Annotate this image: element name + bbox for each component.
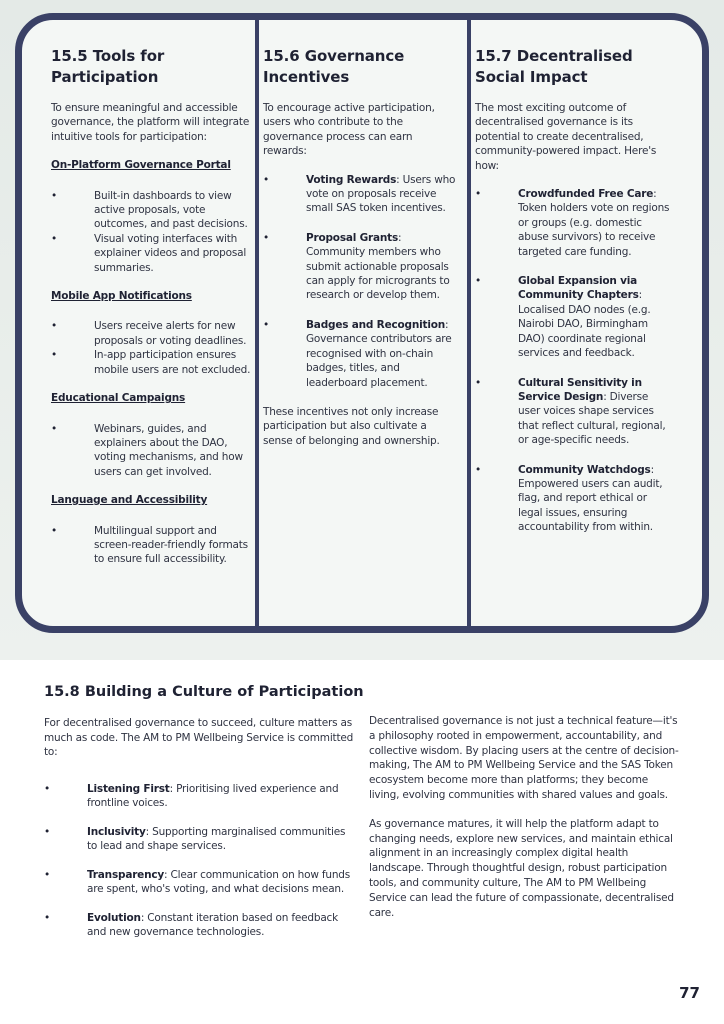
section-intro: To ensure meaningful and accessible governance, the platform will integrate intuitive tools for participation:: [51, 102, 250, 143]
item-text: : Clear communication on how funds are spent, who's voting, and what decisions mean.: [87, 868, 351, 895]
item-text: : Prioritising lived experience and frontline voices.: [87, 782, 339, 809]
section-title: 15.7 Decentralised Social Impact: [475, 47, 633, 86]
list-item: [475, 274, 671, 360]
subheading: On-Platform Governance Portal: [51, 159, 231, 172]
list-item: [44, 911, 354, 940]
item-label: Community Watchdogs: [518, 463, 651, 476]
list-item: • Visual voting interfaces with explainer videos and proposal summaries.: [51, 232, 251, 275]
section-intro: For decentralised governance to succeed, culture matters as much as code. The AM to PM Wellbeing Service is committed to:: [44, 717, 354, 758]
item-label: Cultural Sensitivity in Service Design: [518, 376, 642, 403]
item-label: Evolution: [87, 911, 141, 924]
section-intro: The most exciting outcome of decentralised governance is its potential to create decentralised, community-powered impact. Here's how:: [475, 102, 657, 172]
item-text: : Empowered users can audit, flag, and report ethical or legal issues, ensuring accountability from within.: [518, 463, 663, 534]
section-outro: These incentives not only increase participation but also cultivate a sense of belonging and ownership.: [263, 405, 440, 447]
list-item: • Users receive alerts for new proposals or voting deadlines.: [51, 319, 251, 348]
item-text: : Localised DAO nodes (e.g. Nairobi DAO, Birmingham DAO) coordinate regional services and feedback.: [518, 289, 651, 360]
column-divider: [467, 20, 471, 626]
list-item: • In-app participation ensures mobile users are not excluded.: [51, 348, 251, 377]
section-title: 15.5 Tools for Participation: [51, 47, 165, 86]
item-text: : Token holders vote on regions or groups (e.g. domestic abuse survivors) to receive targeted care funding.: [518, 188, 670, 258]
list-item: [44, 825, 354, 854]
item-label: Badges and Recognition: [306, 318, 446, 331]
section-intro: To encourage active participation, users who contribute to the governance process can earn rewards:: [263, 102, 435, 158]
subheading: Educational Campaigns: [51, 392, 186, 405]
section-title: 15.8 Building a Culture of Participation: [44, 684, 364, 700]
item-label: Crowdfunded Free Care: [518, 188, 654, 201]
list-item: [475, 463, 671, 535]
list-item: • Webinars, guides, and explainers about the DAO, voting mechanisms, and how users can get involved.: [51, 422, 251, 480]
column-divider: [255, 20, 259, 626]
list-item: [263, 231, 459, 303]
list-item: • Built-in dashboards to view active proposals, vote outcomes, and past decisions.: [51, 189, 251, 232]
item-text: : Supporting marginalised communities to lead and shape services.: [87, 825, 346, 852]
subheading: Language and Accessibility: [51, 494, 208, 507]
paragraph: Decentralised governance is not just a technical feature—it's a philosophy rooted in empowerment, accountability, and collective wisdom. By placing users at the centre of decision-making, The AM to PM Wellbeing Service and the SAS Token ecosystem become more than platforms; they become living, evolving communities with shared values and goals.: [369, 715, 679, 801]
list-item: [263, 318, 459, 390]
item-label: Inclusivity: [87, 825, 146, 838]
item-label: Voting Rewards: [306, 173, 397, 186]
list-item: [475, 376, 671, 448]
item-text: : Diverse user voices shape services that reflect cultural, regional, or age-specific needs.: [518, 390, 666, 447]
list-item: [44, 868, 354, 897]
item-label: Proposal Grants: [306, 231, 399, 244]
sections-panel: [15, 13, 709, 633]
list-item: • Multilingual support and screen-reader-friendly formats to ensure full accessibility.: [51, 524, 251, 567]
section-15-7: [475, 46, 671, 550]
section-title: 15.6 Governance Incentives: [263, 47, 405, 86]
list-item: [475, 187, 671, 259]
section-right-column: [369, 714, 679, 934]
page-number: 77: [679, 984, 700, 1002]
subheading: Mobile App Notifications: [51, 290, 192, 303]
item-label: Transparency: [87, 868, 165, 881]
paragraph: As governance matures, it will help the platform adapt to changing needs, explore new services, and maintain ethical alignment in an increasingly complex digital health landscape. Through thoughtful design, robust participation tools, and community culture, The AM to PM Wellbeing Service can lead the future of compassionate, decentralised care.: [369, 817, 674, 919]
item-label: Listening First: [87, 782, 170, 795]
list-item: [44, 782, 354, 811]
section-15-8: [44, 684, 684, 938]
section-15-6: [263, 46, 459, 457]
section-left-column: [44, 716, 354, 954]
list-item: [263, 173, 459, 216]
item-label: Global Expansion via Community Chapters: [518, 275, 639, 302]
item-text: : Community members who submit actionable proposals can apply for microgrants to research or develop them.: [306, 231, 450, 302]
item-text: : Constant iteration based on feedback and new governance technologies.: [87, 911, 339, 938]
item-text: : Users who vote on proposals receive small SAS token incentives.: [306, 173, 456, 215]
item-text: : Governance contributors are recognised with on-chain badges, titles, and leaderboard placement.: [306, 318, 452, 389]
section-15-5: [51, 46, 251, 567]
